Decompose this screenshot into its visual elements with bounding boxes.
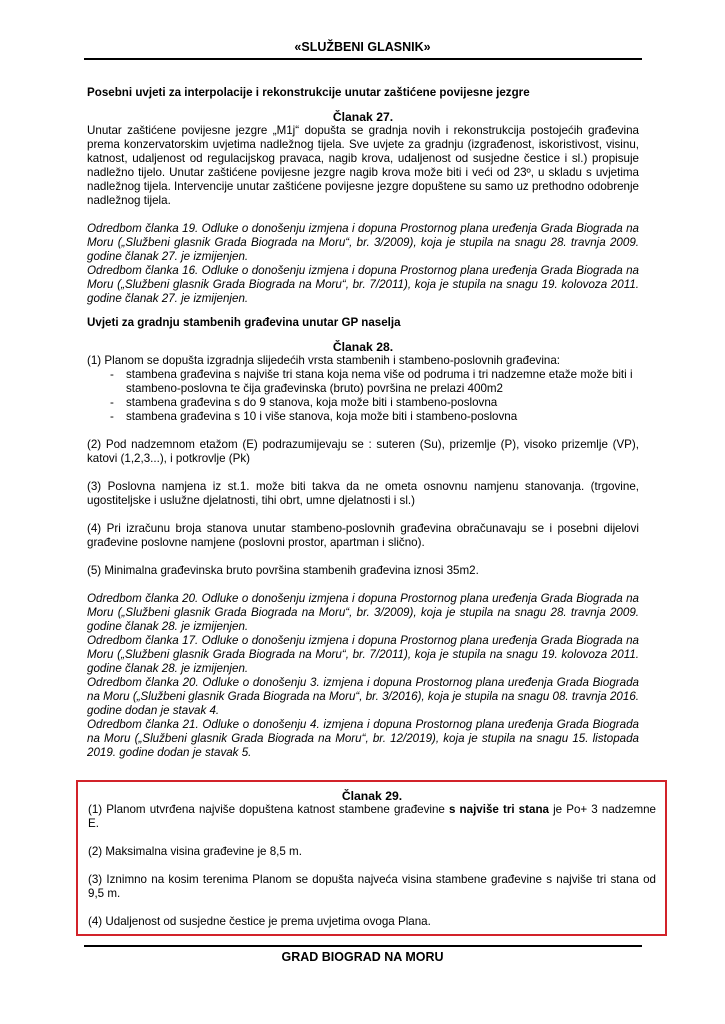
article-29-p1-emphasis: s najviše tri stana: [448, 803, 549, 816]
article-27-body: Unutar zaštićene povijesne jezgre „M1j“ dopušta se gradnja novih i rekonstrukcija postojećih građevina prema konzervatorskim uvjetima nadležnog tijela. Sve uvjete za gradnju (izgrađenost, iskoristivost, visinu, katnost, udaljenost od regulacijskog pravaca, nagib krova, udaljenost od susjedne čestice i sl.) propisuje nadležno tijelo. Unutar zaštićene povijesne jezgre nagib krova može biti i veći od 23º, u skladu s uvjetima nadležnog tijela. Intervencije unutar zaštićene povijesne jezgre dopuštene su samo uz prethodno odobrenje nadležnog tijela.: [87, 124, 639, 207]
section-heading-interpolation: Posebni uvjeti za interpolacije i rekonstrukcije unutar zaštićene povijesne jezgre: [87, 86, 530, 99]
list-item: - stambena građevina s do 9 stanova, koja može biti i stambeno-poslovna: [87, 396, 639, 410]
article-28-p1-intro: (1) Planom se dopušta izgradnja slijedećih vrsta stambenih i stambeno-poslovnih građevina:: [87, 354, 561, 367]
header-rule: [84, 58, 642, 60]
list-item: - stambena građevina s najviše tri stana koja nema više od podruma i tri nadzemne etaže može biti i stambeno-poslovna te čija građevinska (bruto) površina ne prelazi 400m2: [87, 368, 639, 396]
article-29-p2: (2) Maksimalna visina građevine je 8,5 m.: [88, 845, 302, 858]
footer-rule: [84, 945, 642, 947]
article-29-title: Članak 29.: [341, 789, 403, 803]
header-title: «SLUŽBENI GLASNIK»: [294, 40, 431, 54]
article-29-p1-post: je Po+ 3 nadzemne E.: [88, 803, 657, 830]
article-28-bullet-list: [87, 368, 639, 424]
article-27-title: Članak 27.: [332, 110, 394, 124]
article-28-note-1: Odredbom članka 20. Odluke o donošenju izmjena i dopuna Prostornog plana uređenja Grada Biograda na Moru („Službeni glasnik Grada Biograda na Moru“, br. 3/2009), koja je stupila na snagu 28. travnja 2009. godine članak 28. je izmijenjen.: [87, 592, 639, 633]
article-28-note-4: Odredbom članka 21. Odluke o donošenju 4. izmjena i dopuna Prostornog plana uređenja Grada Biograda na Moru („Službeni glasnik Grada Biograda na Moru“, br. 12/2019), koja je stupila na snagu 15. listopada 2019. godine dodan je stavak 5.: [87, 718, 639, 759]
article-28-p4: (4) Pri izračunu broja stanova unutar stambeno-poslovnih građevina obračunavaju se i posebni dijelovi građevine poslovne namjene (poslovni prostor, apartman i slično).: [87, 522, 639, 549]
article-27-note-1: Odredbom članka 19. Odluke o donošenju izmjena i dopuna Prostornog plana uređenja Grada Biograda na Moru („Službeni glasnik Grada Biograda na Moru“, br. 3/2009), koja je stupila na snagu 28. travnja 2009. godine članak 27. je izmijenjen.: [87, 222, 639, 263]
article-29-p1-pre: (1) Planom utvrđena najviše dopuštena katnost stambene građevine: [88, 803, 449, 816]
article-29-highlight-box: [76, 780, 667, 936]
article-29-p1: [88, 803, 656, 831]
article-28-title: Članak 28.: [332, 340, 394, 354]
section-heading-residential: Uvjeti za gradnju stambenih građevina unutar GP naselja: [87, 316, 401, 329]
article-27-note-2: Odredbom članka 16. Odluke o donošenju izmjena i dopuna Prostornog plana uređenja Grada Biograda na Moru („Službeni glasnik Grada Biograda na Moru“, br. 7/2011), koja je stupila na snagu 19. kolovoza 2011. godine članak 27. je izmijenjen.: [87, 264, 639, 305]
article-28-note-3: Odredbom članka 20. Odluke o donošenju 3. izmjena i dopuna Prostornog plana uređenja Grada Biograda na Moru („Službeni glasnik Grada Biograda na Moru“, br. 3/2016), koja je stupila na snagu 08. travnja 2016. godine dodan je stavak 4.: [87, 676, 639, 717]
article-28-p5: (5) Minimalna građevinska bruto površina stambenih građevina iznosi 35m2.: [87, 564, 479, 577]
article-28-p3: (3) Poslovna namjena iz st.1. može biti takva da ne ometa osnovnu namjenu stanovanja. (trgovine, ugostiteljske i uslužne djelatnosti, tihi obrt, umne djelatnosti i sl.): [87, 480, 639, 507]
article-29-p3: (3) Iznimno na kosim terenima Planom se dopušta najveća visina stambene građevine s najviše tri stana od 9,5 m.: [88, 873, 656, 900]
article-29-p4: (4) Udaljenost od susjedne čestice je prema uvjetima ovoga Plana.: [88, 915, 431, 928]
list-item: - stambena građevina s 10 i više stanova, koja može biti i stambeno-poslovna: [87, 410, 639, 424]
page-content: [87, 86, 639, 760]
article-28-note-2: Odredbom članka 17. Odluke o donošenju izmjena i dopuna Prostornog plana uređenja Grada Biograda na Moru („Službeni glasnik Grada Biograda na Moru“, br. 7/2011), koja je stupila na snagu 19. kolovoza 2011. godine članak 28. je izmijenjen.: [87, 634, 639, 675]
article-28-p2: (2) Pod nadzemnom etažom (E) podrazumijevaju se : suteren (Su), prizemlje (P), visoko prizemlje (VP), katovi (1,2,3...), i potkrovlje (Pk): [87, 438, 639, 465]
footer-title: GRAD BIOGRAD NA MORU: [281, 950, 444, 964]
